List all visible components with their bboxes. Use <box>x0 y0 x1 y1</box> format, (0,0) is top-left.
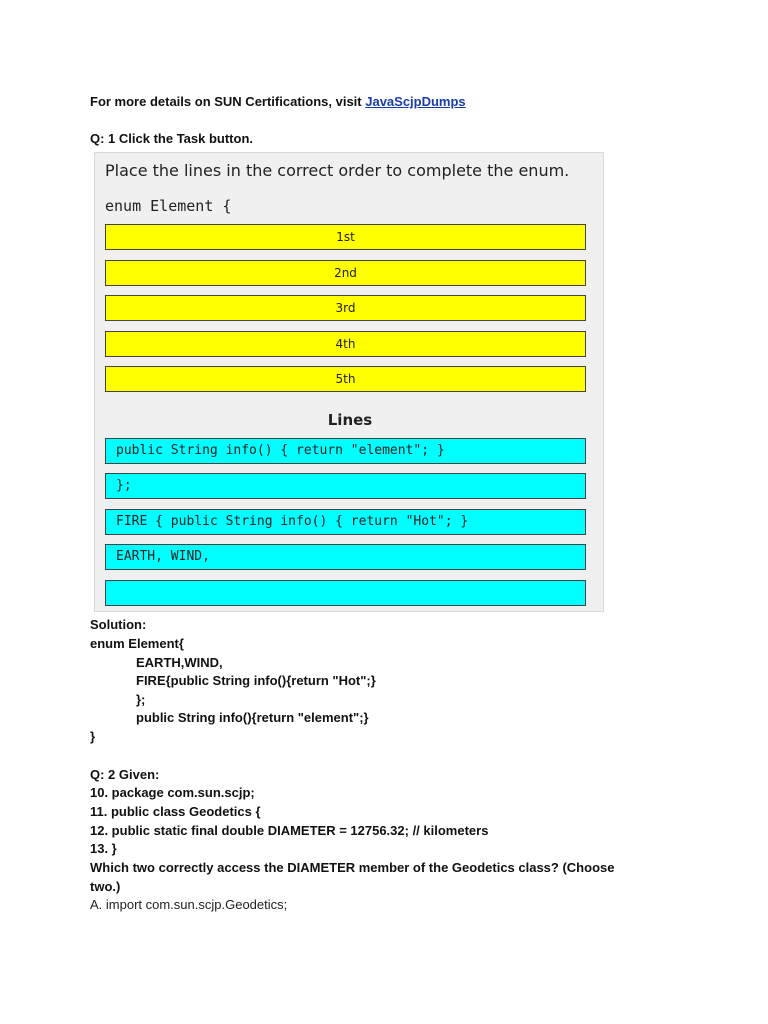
solution-line: }; <box>136 692 146 707</box>
draggable-line-1[interactable]: public String info() { return "element"; } <box>105 438 586 464</box>
code-line: 12. public static final double DIAMETER = 12756.32; // kilometers <box>90 823 489 838</box>
option-a: A. import com.sun.scjp.Geodetics; <box>90 897 288 912</box>
code-line: 13. } <box>90 841 117 856</box>
code-line: 10. package com.sun.scjp; <box>90 785 255 800</box>
lines-heading: Lines <box>327 411 373 429</box>
question-2-text: Which two correctly access the DIAMETER member of the Geodetics class? (Choose <box>90 860 615 875</box>
task-instruction: Place the lines in the correct order to complete the enum. <box>105 161 570 180</box>
javascjpdumps-link[interactable]: JavaScjpDumps <box>365 94 466 109</box>
solution-line: enum Element{ <box>90 636 184 651</box>
task-panel <box>94 152 604 612</box>
solution-line: EARTH,WIND, <box>136 655 223 670</box>
question-2-title: Q: 2 Given: <box>90 767 160 782</box>
target-slot-4[interactable]: 4th <box>105 331 586 357</box>
target-slot-1[interactable]: 1st <box>105 224 586 250</box>
target-slot-2[interactable]: 2nd <box>105 260 586 286</box>
draggable-line-5[interactable] <box>105 580 586 606</box>
question-2-text-continued: two.) <box>90 879 121 894</box>
solution-label: Solution: <box>90 617 147 632</box>
task-enum-header: enum Element { <box>105 197 232 215</box>
target-slot-3[interactable]: 3rd <box>105 295 586 321</box>
solution-line: FIRE{public String info(){return "Hot";} <box>136 673 376 688</box>
solution-line: public String info(){return "element";} <box>136 710 369 725</box>
draggable-line-3[interactable]: FIRE { public String info() { return "Hot"; } <box>105 509 586 535</box>
intro-line <box>90 94 466 109</box>
draggable-line-4[interactable]: EARTH, WIND, <box>105 544 586 570</box>
question-1-title: Q: 1 Click the Task button. <box>90 131 254 146</box>
draggable-line-2[interactable]: }; <box>105 473 586 499</box>
intro-text: For more details on SUN Certifications, visit <box>90 94 366 109</box>
code-line: 11. public class Geodetics { <box>90 804 261 819</box>
solution-line: } <box>90 729 96 744</box>
target-slot-5[interactable]: 5th <box>105 366 586 392</box>
